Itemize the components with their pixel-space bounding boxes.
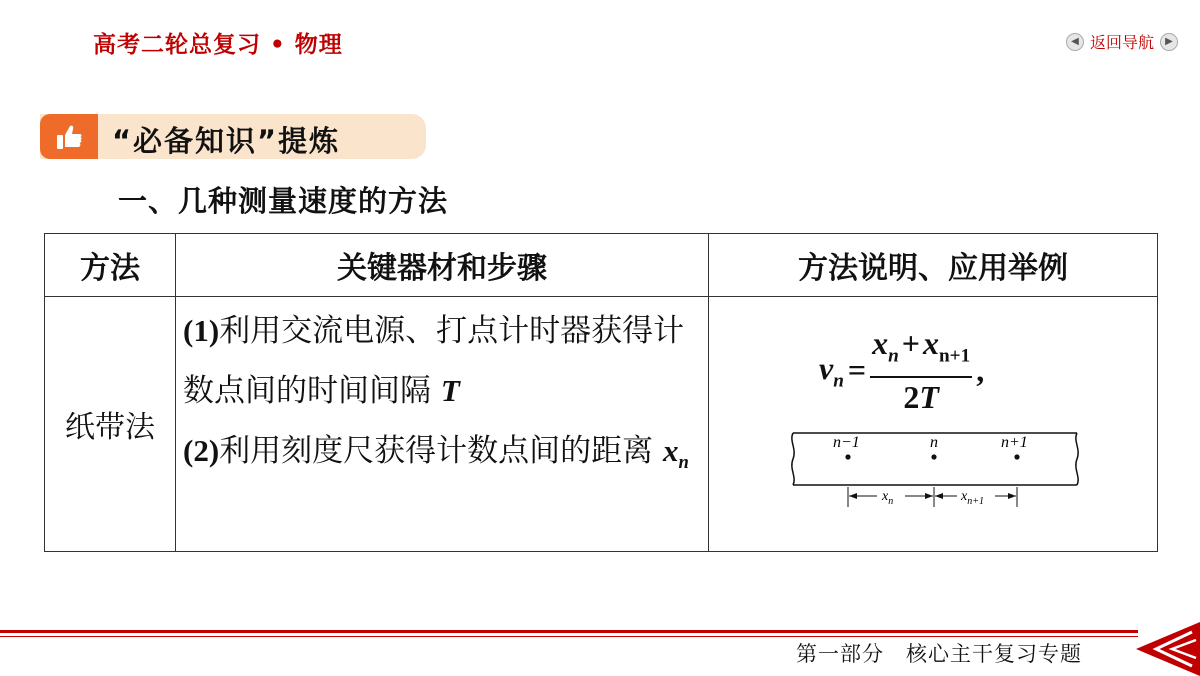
- step1-number: (1): [183, 313, 220, 348]
- thumbs-up-icon: [40, 114, 98, 159]
- tape-point-n-plus-1: [1014, 454, 1019, 459]
- step2-number: (2): [183, 433, 220, 468]
- prev-arrow-icon[interactable]: ◀: [1066, 33, 1084, 51]
- formula-comma: ,: [976, 352, 985, 389]
- section-title: 一、几种测量速度的方法: [118, 184, 449, 218]
- description-cell: [709, 297, 1158, 552]
- tape-point-n-minus-1: [845, 454, 850, 459]
- footer-section-label: 第一部分 核心主干复习专题: [796, 642, 1082, 666]
- table-row: [45, 297, 1158, 552]
- next-arrow-icon[interactable]: ▶: [1160, 33, 1178, 51]
- method-name: 纸带法: [45, 297, 176, 552]
- tape-label-n-plus-1: n+1: [1001, 434, 1028, 451]
- formula-lhs: $v_n$: [819, 349, 844, 391]
- step2-variable: $x_n$: [663, 433, 689, 474]
- back-arrow-icon[interactable]: [1136, 622, 1200, 676]
- formula-denominator: 2T: [903, 379, 939, 416]
- formula-fraction: [870, 325, 972, 416]
- tape-label-n-minus-1: n−1: [833, 434, 860, 451]
- steps-cell: [176, 297, 709, 552]
- header-steps: 关键器材和步骤: [176, 234, 709, 297]
- tape-dist-xn: $x_n$: [882, 489, 894, 507]
- footer-divider: [0, 630, 1138, 633]
- return-navigation[interactable]: [1066, 30, 1178, 53]
- tape-dist-xn1: $x_{n+1}$: [961, 489, 984, 507]
- paper-tape-diagram: [787, 429, 1087, 519]
- step1-variable: T: [440, 373, 460, 408]
- velocity-formula: [819, 325, 984, 416]
- section-banner: [40, 114, 426, 159]
- methods-table: [44, 233, 1158, 552]
- step1-text: 利用交流电源、打点计时器获得计数点间的时间间隔: [183, 313, 685, 409]
- table-header-row: [45, 234, 1158, 297]
- tape-label-n: n: [930, 434, 938, 451]
- step2-text: 利用刻度尺获得计数点间的距离: [219, 433, 654, 469]
- tape-point-n: [931, 454, 936, 459]
- page-header-title: 高考二轮总复习 • 物理: [93, 32, 343, 58]
- header-description: 方法说明、应用举例: [709, 234, 1158, 297]
- formula-equals: =: [847, 352, 867, 389]
- return-nav-label[interactable]: 返回导航: [1089, 33, 1154, 52]
- banner-title: “必备知识”提炼: [112, 124, 341, 158]
- header-method: 方法: [45, 234, 176, 297]
- footer-divider-thin: [0, 636, 1138, 637]
- formula-numerator: $x_n+x_{n+1}$: [870, 325, 972, 378]
